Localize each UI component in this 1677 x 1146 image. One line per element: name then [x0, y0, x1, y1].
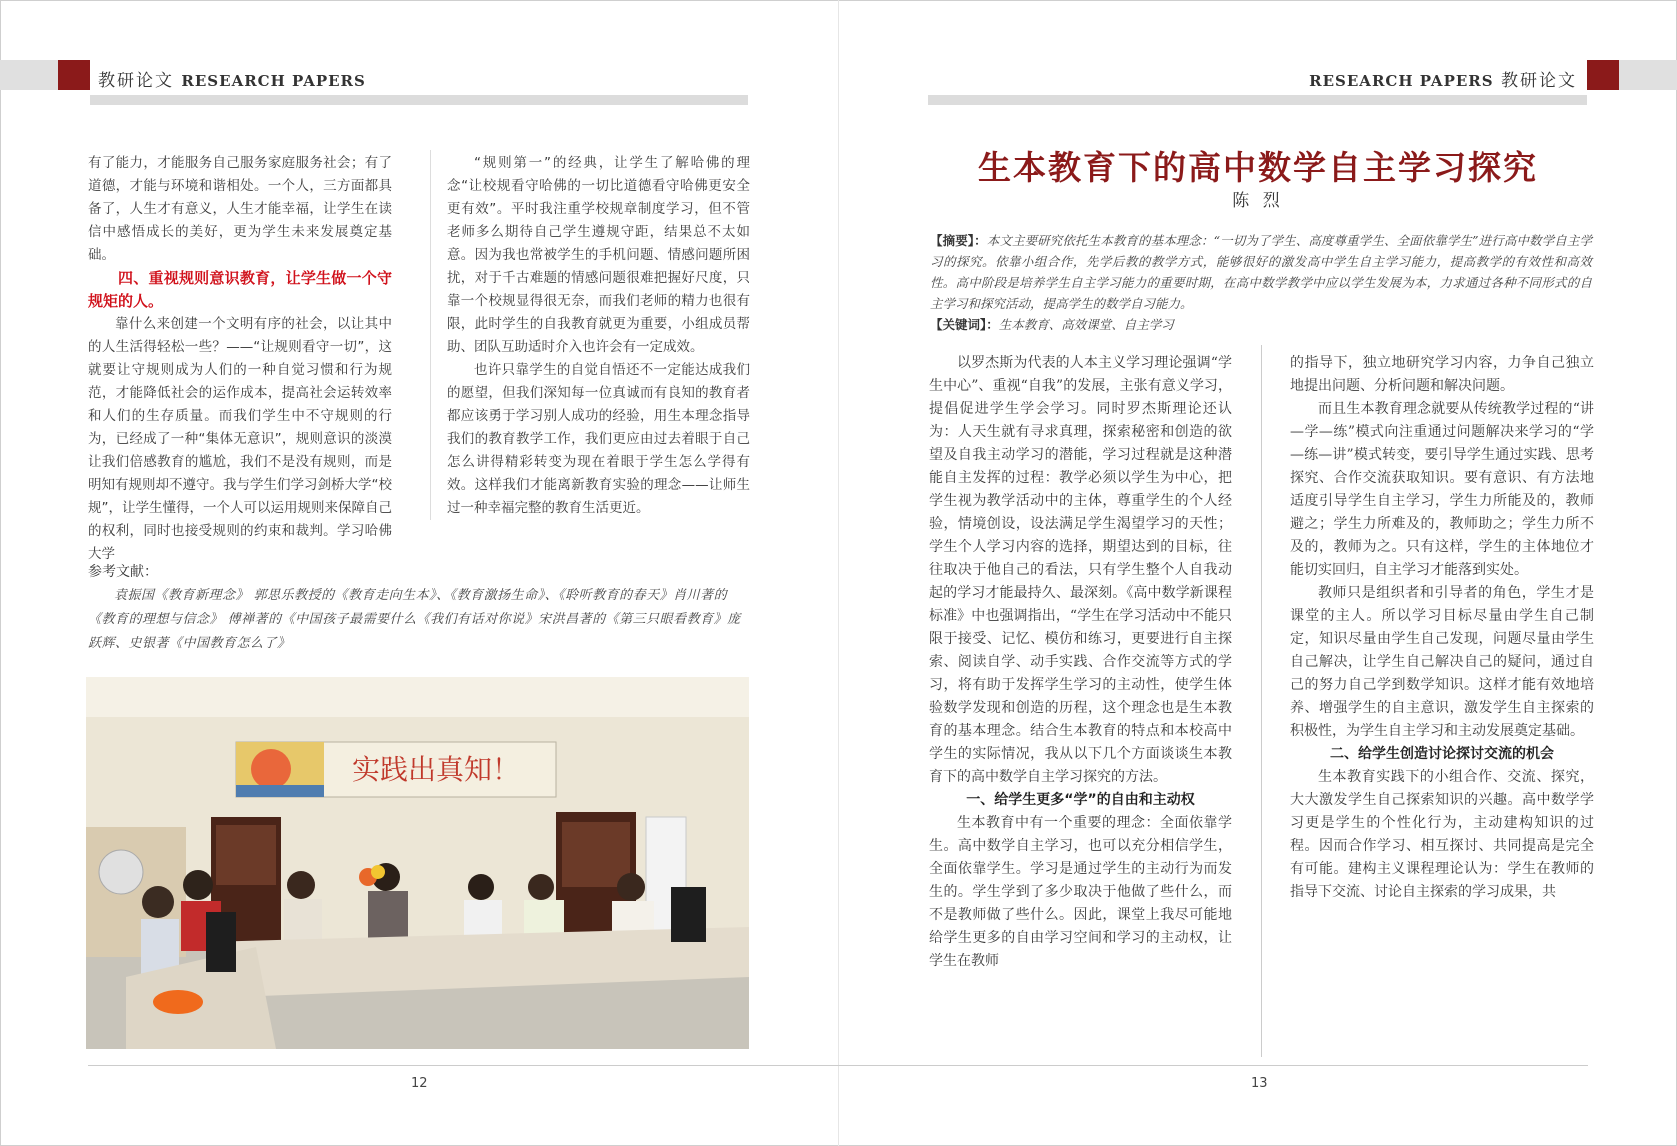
- column-divider: [430, 150, 431, 520]
- header-rule-left: [90, 95, 748, 105]
- references-body: 袁振国《教育新理念》 郭思乐教授的《教育走向生本》、《教育激扬生命》、《聆听教育的春天》肖川著的《教育的理想与信念》 傅禅著的《中国孩子最需要什么《我们有话对你说》宋洪昌著的《第三只眼看教育》庞跃辉、史银著《中国教育怎么了》: [88, 588, 741, 651]
- banner-text: 实践出真知！: [351, 753, 521, 786]
- header-red-block-left: [58, 60, 90, 90]
- left-column-2: [447, 152, 750, 520]
- paragraph: 生本教育实践下的小组合作、交流、探究，大大激发学生自己探索知识的兴趣。高中数学学习更是学生的个性化行为，主动建构知识的过程。因而合作学习、相互探讨、共同提高是完全有可能。建构主义课程理论认为：学生在教师的指导下交流、讨论自主探索的学习成果，共: [1290, 769, 1594, 900]
- paragraph: 的指导下，独立地研究学习内容，力争自己独立地提出问题、分析问题和解决问题。: [1290, 355, 1594, 394]
- header-red-block-right: [1587, 60, 1619, 90]
- keywords-label: 【关键词】：: [930, 317, 999, 332]
- center-gutter: [838, 0, 839, 1146]
- section-heading-2: 二、给学生创造讨论探讨交流的机会: [1330, 746, 1554, 762]
- section-heading-rules: 四、重视规则意识教育，让学生做一个守规矩的人。: [88, 269, 392, 310]
- paragraph: 也许只靠学生的自觉自悟还不一定能达成我们的愿望，但我们深知每一位真诚而有良知的教育者都应该勇于学习别人成功的经验，用生本理念指导我们的教育教学工作，我们更应由过去着眼于自己怎么讲得精彩转变为现在着眼于学生怎么学得有效。这样我们才能离新教育实验的理念——让师生过一种幸福完整的教育生活更近。: [447, 362, 750, 516]
- paragraph: 教师只是组织者和引导者的角色，学生才是课堂的主人。所以学习目标尽量由学生自己制定，知识尽量由学生自己发现，问题尽量由学生自己解决，让学生自己解决自己的疑问，通过自己的努力自己学到数学知识。这样才能有效地培养、增强学生的自主意识，激发学生自主探索的积极性，为学生自主学习和主动发展奠定基础。: [1290, 585, 1594, 739]
- header-left-cn: 教研论文: [98, 71, 174, 91]
- paragraph: 而且生本教育理念就要从传统教学过程的“讲—学—练”模式向注重通过问题解决来学习的“学—练—讲”模式转变，要引导学生通过实践、思考探究、合作交流获取知识。要有意识、有方法地适度引导学生自主学习，学生力所能及的，教师避之；学生力所难及的，教师助之；学生力所不及的，教师为之。只有这样，学生的主体地位才能切实回归，自主学习才能落到实处。: [1290, 401, 1594, 578]
- paragraph: “规则第一”的经典，让学生了解哈佛的理念“让校规看守哈佛的一切比道德看守哈佛更安全更有效”。平时我注重学校规章制度学习，但不管老师多么期待自己学生遵规守距，结果总不太如意。因为我也常被学生的手机问题、情感问题所困扰，对于千古难题的情感问题很难把握好尺度，只靠一个校规显得很无奈，而我们老师的精力也很有限，此时学生的自我教育就更为重要，小组成员帮助、团队互助适时介入也许会有一定成效。: [447, 155, 750, 355]
- abstract: [930, 230, 1592, 314]
- right-column-1: [929, 352, 1232, 973]
- page-number-right: 13: [1251, 1076, 1268, 1091]
- article-author: 陈 烈: [1232, 191, 1284, 211]
- right-column-2: [1290, 352, 1594, 904]
- abstract-block: [930, 230, 1592, 335]
- meeting-photo-illustration: [86, 677, 749, 1049]
- page-number-left: 12: [411, 1076, 428, 1091]
- footer-rule: [88, 1065, 1588, 1066]
- column-divider-right: [1261, 345, 1262, 1057]
- abstract-label: 【摘要】：: [930, 233, 987, 248]
- header-rule-right: [928, 95, 1587, 105]
- references-title: 参考文献：: [88, 564, 158, 580]
- keywords: [930, 314, 1592, 335]
- header-title-left: [98, 66, 366, 91]
- header-right-cn: 教研论文: [1501, 71, 1577, 91]
- header-title-right: [1309, 66, 1577, 91]
- header-band-right: [1613, 60, 1677, 90]
- paragraph: 以罗杰斯为代表的人本主义学习理论强调“学生中心”、重视“自我”的发展，主张有意义学习，提倡促进学生学会学习。同时罗杰斯理论还认为：人天生就有寻求真理，探索秘密和创造的欲望及自我主动学习的潜能，学习过程就是这种潜能自主发挥的过程：教学必须以学生为中心，把学生视为教学活动中的主体，尊重学生的个人经验，情境创设，设法满足学生渴望学习的天性；学生个人学习内容的选择，期望达到的目标，往往取决于他自己的看法，只有学生整个人自我动起的学习才能最持久、最深刻。《高中数学新课程标准》中也强调指出，“学生在学习活动中不能只限于接受、记忆、模仿和练习，更要进行自主探索、阅读自学、动手实践、合作交流等方式的学习，将有助于发挥学生学习的主动性，使学生体验数学发现和创造的历程，这个理念也是生本教育的基本理念。结合生本教育的特点和本校高中学生的实际情况，我从以下几个方面谈谈生本教育下的高中数学自主学习探究的方法。: [929, 355, 1232, 785]
- keywords-text: 生本教育、高效课堂、自主学习: [998, 317, 1174, 332]
- article-title: 生本教育下的高中数学自主学习探究: [978, 148, 1538, 187]
- abstract-text: 本文主要研究依托生本教育的基本理念：“一切为了学生、高度尊重学生、全面依靠学生”进行高中数学自主学习的探究。依靠小组合作，先学后教的教学方式，能够很好的激发高中学生自主学习能力，提高教学的有效性和高效性。高中阶段是培养学生自主学习能力的重要时期，在高中数学教学中应以学生发展为本，力求通过各种不同形式的自主学习和探究活动，提高学生的数学自习能力。: [930, 233, 1592, 311]
- header-right-en: RESEARCH PAPERS: [1309, 72, 1494, 90]
- header-left-en: RESEARCH PAPERS: [181, 72, 366, 90]
- references: [88, 560, 750, 656]
- meeting-photo: [86, 677, 749, 1049]
- paragraph: 生本教育中有一个重要的理念：全面依靠学生。高中数学自主学习，也可以充分相信学生，全面依靠学生。学习是通过学生的主动行为而发生的。学生学到了多少取决于他做了些什么，而不是教师做了些什么。因此，课堂上我尽可能地给学生更多的自由学习空间和学习的主动权，让学生在教师: [929, 815, 1232, 969]
- section-heading-1: 一、给学生更多“学”的自由和主动权: [966, 792, 1195, 808]
- paragraph: 靠什么来创建一个文明有序的社会，以让其中的人生活得轻松一些？——“让规则看守一切”，这就要让守规则成为人们的一种自觉习惯和行为规范，才能降低社会的运作成本，提高社会运转效率和人们的生存质量。而我们学生中不守规则的行为，已经成了一种“集体无意识”，规则意识的淡漠让我们倍感教育的尴尬，我们不是没有规则，而是明知有规则却不遵守。我与学生们学习剑桥大学“校规”，让学生懂得，一个人可以运用规则来保障自己的权利，同时也接受规则的约束和裁判。学习哈佛大学: [88, 316, 392, 562]
- left-column-1: [88, 152, 392, 566]
- paragraph: 有了能力，才能服务自己服务家庭服务社会；有了道德，才能与环境和谐相处。一个人，三方面都具备了，人生才有意义，人生才能幸福，让学生在读信中感悟成长的美好，更为学生未来发展奠定基础。: [88, 155, 392, 263]
